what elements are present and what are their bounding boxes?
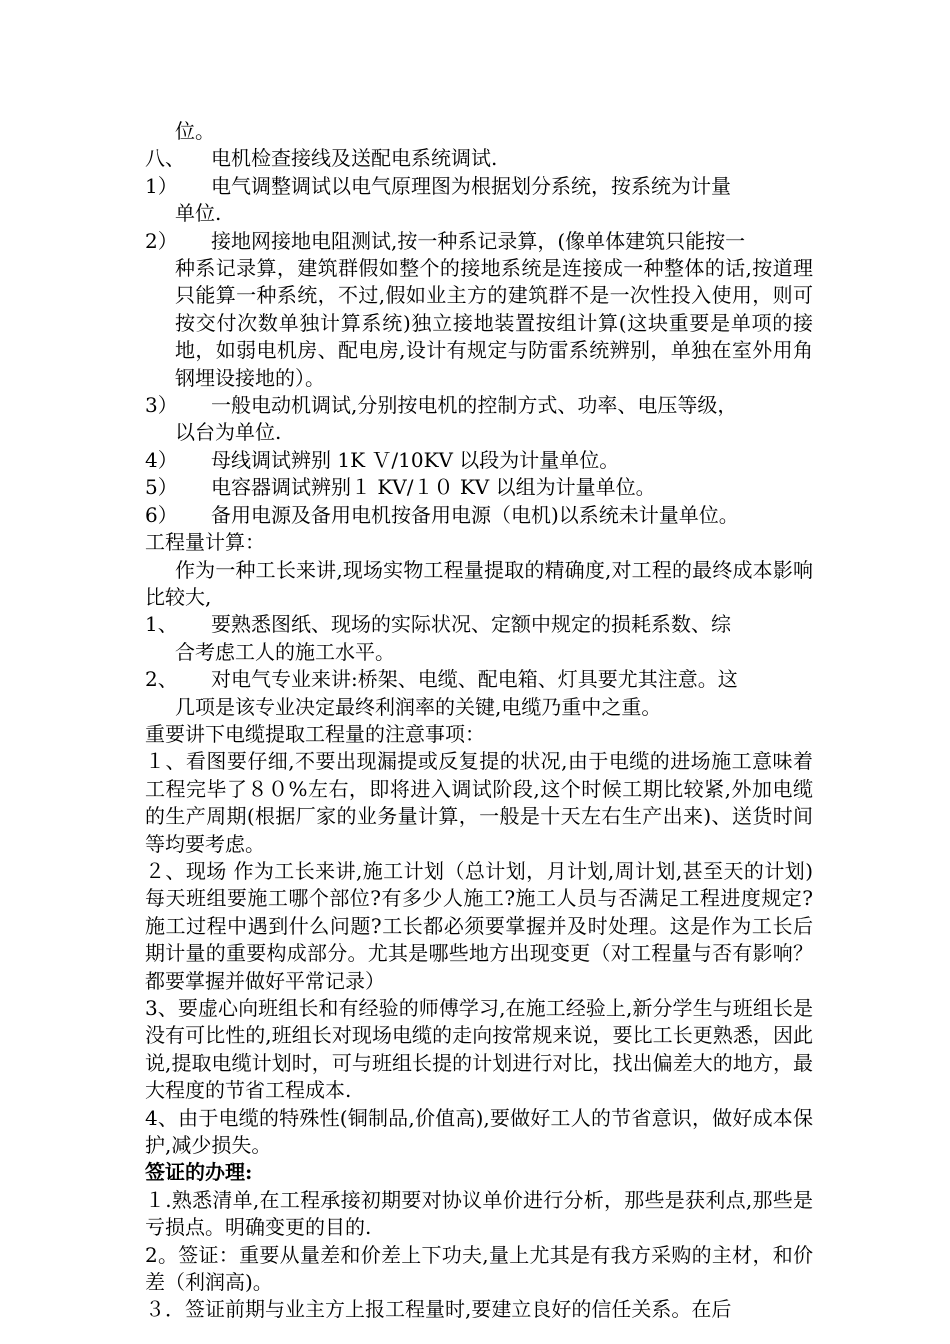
paragraph-intro: 作为一种工长来讲,现场实物工程量提取的精确度,对工程的最终成本影响比较大, <box>145 557 813 609</box>
item-number: 4） <box>145 447 178 472</box>
paragraph-cable-2: ２、现场 作为工长来讲,施工计划（总计划，月计划,周计划,甚至天的计划)每天班组要施工哪个部位?有多少人施工?施工人员与否满足工程进度规定?施工过程中遇到什么问题?工长都必须要掌握并及时处理。这是作为工长后期计量的重要构成部分。尤其是哪些地方出现变更（对工程量与否有影响？都要掌握并做好平常记录） <box>145 858 813 993</box>
item-number: 6） <box>145 502 178 527</box>
numbered-item-2 <box>145 666 813 693</box>
list-item-6 <box>145 502 813 529</box>
list-item-3 <box>145 392 813 419</box>
item-number: 2） <box>145 228 178 253</box>
paragraph-cable-3: 3、要虚心向班组长和有经验的师傅学习,在施工经验上,新分学生与班组长是没有可比性的,班组长对现场电缆的走向按常规来说，要比工长更熟悉，因此说,提取电缆计划时，可与班组长提的计划进行对比，找出偏差大的地方，最大程度的节省工程成本. <box>145 996 813 1103</box>
section-heading-visa: 签证的办理: <box>145 1160 253 1185</box>
item-number: 3） <box>145 393 178 418</box>
item-text: 电机检查接线及送配电系统调试. <box>211 146 498 171</box>
item-number: 八、 <box>145 146 185 171</box>
paragraph-continued: 位。 <box>175 119 215 143</box>
item-text: 对电气专业来讲:桥架、电缆、配电箱、灯具要尤其注意。这 <box>211 667 738 692</box>
item-number: 1） <box>145 173 178 198</box>
paragraph-visa-3: ３．签证前期与业主方上报工程量时,要建立良好的信任关系。在后 <box>145 1297 732 1322</box>
paragraph-visa-2: 2。签证：重要从量差和价差上下功夫,量上尤其是有我方采购的主材，和价差（利润高)。 <box>145 1242 813 1295</box>
list-item-4 <box>145 447 813 474</box>
item-text: 一般电动机调试,分别按电机的控制方式、功率、电压等级， <box>211 393 738 418</box>
paragraph-visa-1: １.熟悉清单,在工程承接初期要对协议单价进行分析，那些是获利点,那些是亏损点。明确变更的目的. <box>145 1187 813 1240</box>
item-text: 电容器调试辨别１ KV/１０ KV 以组为计量单位。 <box>211 475 656 500</box>
paragraph-cable-4: 4、由于电缆的特殊性(铜制品,价值高),要做好工人的节省意识，做好成本保护,减少损失。 <box>145 1105 813 1158</box>
paragraph-cable-1: １、看图要仔细,不要出现漏提或反复提的状况,由于电缆的进场施工意味着工程完毕了８０%左右，即将进入调试阶段,这个时候工期比较紧,外加电缆的生产周期(根据厂家的业务量计算，一般是十天左右生产出来)、送货时间等均要考虑。 <box>145 749 813 856</box>
item-text: 电气调整调试以电气原理图为根据划分系统，按系统为计量 <box>211 173 731 198</box>
item-continuation: 几项是该专业决定最终利润率的关键,电缆乃重中之重。 <box>175 694 662 719</box>
item-text: 备用电源及备用电机按备用电源（电机)以系统未计量单位。 <box>211 502 739 527</box>
item-continuation: 以台为单位. <box>175 420 282 445</box>
section-heading-cable: 重要讲下电缆提取工程量的注意事项： <box>145 721 485 746</box>
item-continuation: 单位. <box>175 201 222 226</box>
item-number: 1、 <box>145 612 178 637</box>
list-item-5 <box>145 474 813 501</box>
list-item-2 <box>145 228 813 255</box>
item-number: 5） <box>145 475 178 500</box>
item-text: 要熟悉图纸、现场的实际状况、定额中规定的损耗系数、综 <box>211 612 731 637</box>
numbered-item-1 <box>145 611 813 638</box>
item-continuation: 合考虑工人的施工水平。 <box>175 639 395 664</box>
item-text: 母线调试辨别 1K Ｖ/10KV 以段为计量单位。 <box>211 447 620 472</box>
section-heading-quantity: 工程量计算： <box>145 530 265 555</box>
list-item-1 <box>145 173 813 200</box>
document-page <box>145 118 813 1324</box>
item-text: 接地网接地电阻测试,按一种系记录算，(像单体建筑只能按一 <box>211 228 746 253</box>
section-heading-8 <box>145 145 813 172</box>
item-number: 2、 <box>145 667 178 692</box>
item-continuation: 种系记录算，建筑群假如整个的接地系统是连接成一种整体的话,按道理只能算一种系统，不过,假如业主方的建筑群不是一次性投入使用，则可按交付次数单独计算系统)独立接地装置按组计算(这块重要是单项的接地，如弱电机房、配电房,设计有规定与防雷系统辨别，单独在室外用角钢埋设接地的）。 <box>175 256 813 390</box>
